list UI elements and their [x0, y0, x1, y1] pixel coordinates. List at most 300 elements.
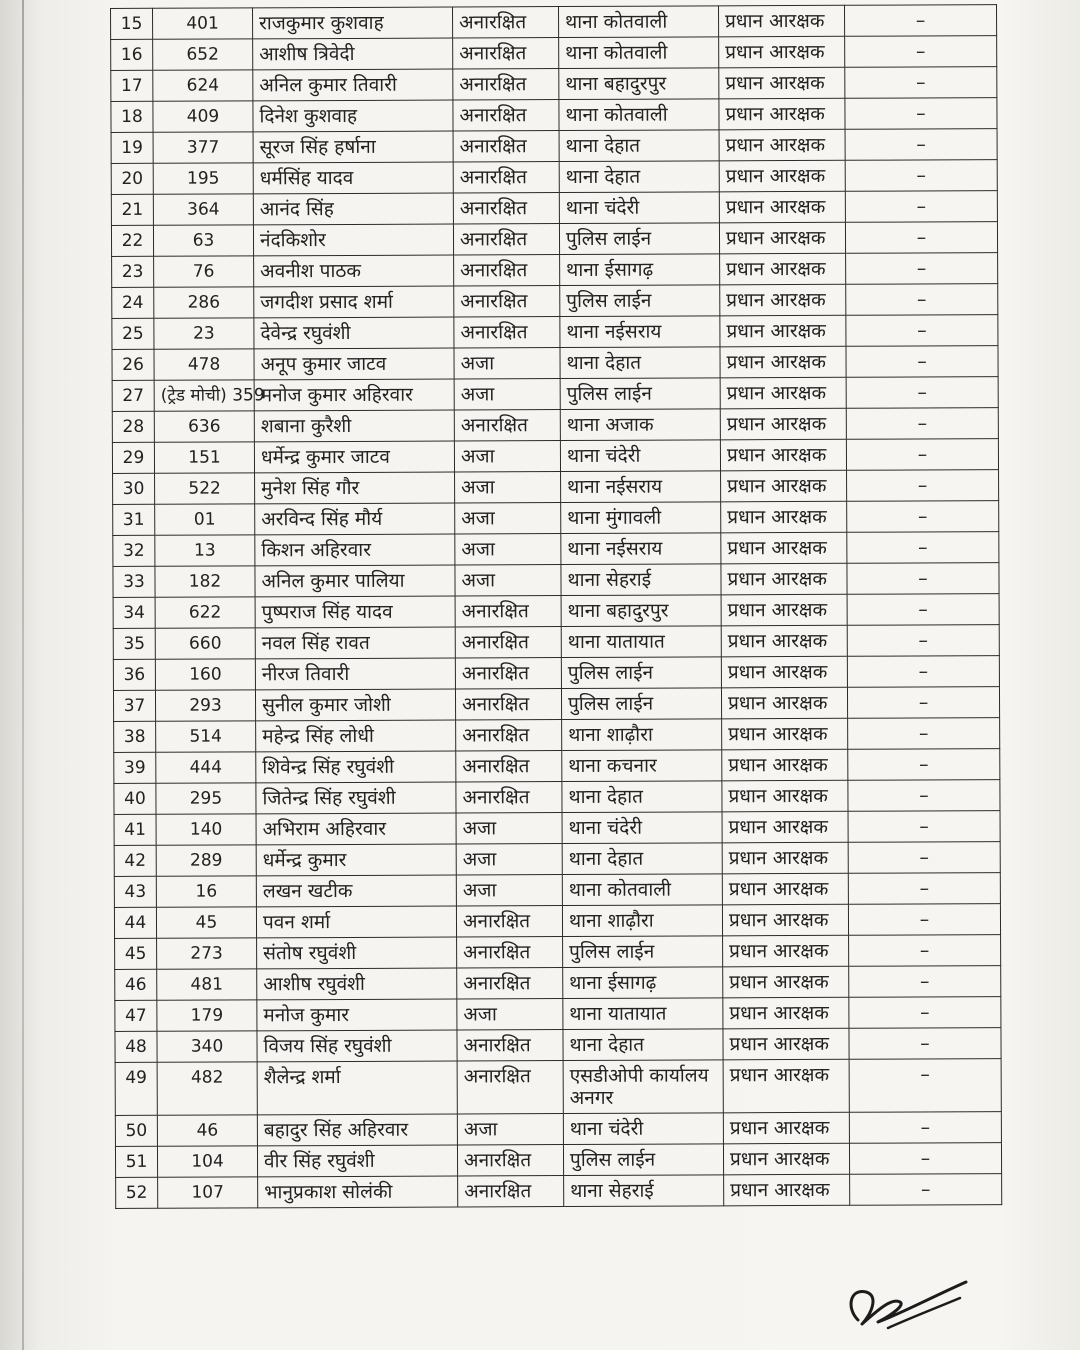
category-cell: अनारक्षित — [456, 782, 562, 813]
serial-number-cell: 36 — [113, 659, 155, 690]
table-row — [111, 129, 997, 164]
table-row — [112, 346, 998, 381]
employee-name-cell: सुनील कुमार जोशी — [255, 689, 455, 721]
employee-name-cell: बहादुर सिंह अहिरवार — [257, 1114, 457, 1146]
remark-cell: – — [848, 718, 1000, 750]
rank-cell: प्रधान आरक्षक — [723, 1028, 849, 1060]
rank-cell: प्रधान आरक्षक — [721, 470, 847, 502]
employee-name-cell: राजकुमार कुशवाह — [253, 7, 453, 39]
posting-cell: थाना नईसराय — [561, 471, 721, 503]
badge-number-cell: 63 — [153, 225, 253, 256]
remark-cell: – — [846, 439, 998, 471]
remark-cell: – — [847, 532, 999, 564]
category-cell: अजा — [456, 844, 562, 875]
serial-number-cell: 52 — [116, 1177, 158, 1208]
posting-cell: थाना देहात — [562, 781, 722, 813]
remark-cell: – — [850, 1174, 1002, 1206]
rank-cell: प्रधान आरक्षक — [720, 377, 846, 409]
serial-number-cell: 34 — [113, 597, 155, 628]
category-cell: अनारक्षित — [454, 410, 560, 441]
badge-number-cell: 13 — [155, 535, 255, 566]
badge-number-cell: 340 — [157, 1031, 257, 1062]
badge-number-cell: 179 — [157, 1000, 257, 1031]
serial-number-cell: 17 — [111, 70, 153, 101]
table-row — [114, 811, 1000, 846]
employee-name-cell: मनोज कुमार — [257, 999, 457, 1031]
category-cell: अनारक्षित — [457, 1061, 563, 1114]
serial-number-cell: 39 — [114, 752, 156, 783]
serial-number-cell: 15 — [111, 8, 153, 39]
serial-number-cell: 24 — [112, 287, 154, 318]
badge-number-cell: 481 — [157, 969, 257, 1000]
serial-number-cell: 29 — [112, 442, 154, 473]
table-row — [111, 36, 997, 71]
employee-name-cell: सूरज सिंह हर्षाना — [253, 131, 453, 163]
employee-name-cell: देवेन्द्र रघुवंशी — [254, 317, 454, 349]
remark-cell: – — [849, 997, 1001, 1029]
category-cell: अजा — [455, 472, 561, 503]
table-row — [111, 98, 997, 133]
table-row — [112, 315, 998, 350]
rank-cell: प्रधान आरक्षक — [721, 656, 847, 688]
table-row — [111, 67, 997, 102]
serial-number-cell: 45 — [115, 938, 157, 969]
rank-cell: प्रधान आरक्षक — [722, 749, 848, 781]
badge-number-cell: 293 — [155, 690, 255, 721]
badge-number-cell: 182 — [155, 566, 255, 597]
posting-cell: थाना देहात — [559, 130, 719, 162]
employee-name-cell: शबाना कुरैशी — [254, 410, 454, 442]
serial-number-cell: 43 — [114, 876, 156, 907]
employee-name-cell: जगदीश प्रसाद शर्मा — [254, 286, 454, 318]
posting-cell: थाना सेहराई — [564, 1175, 724, 1207]
badge-number-cell: 160 — [155, 659, 255, 690]
table-row — [114, 904, 1000, 939]
employee-name-cell: अवनीश पाठक — [254, 255, 454, 287]
table-row — [113, 594, 999, 629]
remark-cell: – — [845, 160, 997, 192]
posting-cell: पुलिस लाईन — [563, 936, 723, 968]
employee-name-cell: पवन शर्मा — [256, 906, 456, 938]
employee-name-cell: किशन अहिरवार — [255, 534, 455, 566]
remark-cell: – — [847, 625, 999, 657]
remark-cell: – — [847, 470, 999, 502]
posting-cell: थाना शाढ़ौरा — [562, 905, 722, 937]
posting-cell: थाना बहादुरपुर — [559, 68, 719, 100]
table-row — [112, 408, 998, 443]
category-cell: अनारक्षित — [457, 1030, 563, 1061]
badge-number-cell: 482 — [157, 1062, 257, 1115]
rank-cell: प्रधान आरक्षक — [720, 253, 846, 285]
badge-number-cell: 16 — [156, 876, 256, 907]
table-row — [113, 470, 999, 505]
rank-cell: प्रधान आरक्षक — [723, 1059, 849, 1113]
category-cell: अजा — [456, 875, 562, 906]
serial-number-cell: 46 — [115, 969, 157, 1000]
posting-cell: पुलिस लाईन — [559, 223, 719, 255]
serial-number-cell: 42 — [114, 845, 156, 876]
category-cell: अनारक्षित — [455, 596, 561, 627]
employee-name-cell: अनिल कुमार पालिया — [255, 565, 455, 597]
serial-number-cell: 23 — [112, 256, 154, 287]
remark-cell: – — [849, 1059, 1001, 1113]
badge-number-cell: 364 — [153, 194, 253, 225]
rank-cell: प्रधान आरक्षक — [723, 1112, 849, 1144]
category-cell: अनारक्षित — [456, 720, 562, 751]
employee-name-cell: नीरज तिवारी — [255, 658, 455, 690]
posting-cell: थाना देहात — [562, 843, 722, 875]
serial-number-cell: 30 — [113, 473, 155, 504]
posting-cell: थाना नईसराय — [560, 316, 720, 348]
badge-number-cell: 46 — [157, 1115, 257, 1146]
posting-cell: पुलिस लाईन — [563, 1144, 723, 1176]
employee-name-cell: अनूप कुमार जाटव — [254, 348, 454, 380]
table-row — [112, 253, 998, 288]
employee-name-cell: लखन खटीक — [256, 875, 456, 907]
remark-cell: – — [848, 873, 1000, 905]
serial-number-cell: 51 — [115, 1146, 157, 1177]
category-cell: अनारक्षित — [453, 193, 559, 224]
badge-number-cell: 76 — [154, 256, 254, 287]
remark-cell: – — [846, 408, 998, 440]
category-cell: अनारक्षित — [453, 131, 559, 162]
badge-number-cell: 45 — [156, 907, 256, 938]
badge-number-cell: 652 — [153, 39, 253, 70]
remark-cell: – — [845, 36, 997, 68]
rank-cell: प्रधान आरक्षक — [719, 222, 845, 254]
badge-number-cell: 660 — [155, 628, 255, 659]
employee-name-cell: शिवेन्द्र सिंह रघुवंशी — [256, 751, 456, 783]
badge-number-cell: (ट्रेड मोची) 359 — [154, 380, 254, 411]
employee-name-cell: महेन्द्र सिंह लोधी — [256, 720, 456, 752]
category-cell: अनारक्षित — [456, 906, 562, 937]
posting-cell: थाना देहात — [559, 161, 719, 193]
serial-number-cell: 26 — [112, 349, 154, 380]
employee-name-cell: नवल सिंह रावत — [255, 627, 455, 659]
remark-cell: – — [848, 749, 1000, 781]
posting-cell: थाना यातायात — [563, 998, 723, 1030]
employee-name-cell: वीर सिंह रघुवंशी — [257, 1145, 457, 1177]
category-cell: अजा — [457, 1114, 563, 1145]
category-cell: अनारक्षित — [456, 751, 562, 782]
rank-cell: प्रधान आरक्षक — [720, 346, 846, 378]
serial-number-cell: 41 — [114, 814, 156, 845]
category-cell: अजा — [456, 813, 562, 844]
remark-cell: – — [849, 1112, 1001, 1144]
rank-cell: प्रधान आरक्षक — [722, 904, 848, 936]
rank-cell: प्रधान आरक्षक — [722, 811, 848, 843]
posting-cell: थाना चंदेरी — [559, 192, 719, 224]
serial-number-cell: 27 — [112, 380, 154, 411]
employee-name-cell: आशीष त्रिवेदी — [253, 38, 453, 70]
remark-cell: – — [845, 67, 997, 99]
rank-cell: प्रधान आरक्षक — [723, 935, 849, 967]
posting-cell: थाना चंदेरी — [560, 440, 720, 472]
badge-number-cell: 286 — [154, 287, 254, 318]
serial-number-cell: 16 — [111, 39, 153, 70]
rank-cell: प्रधान आरक्षक — [719, 129, 845, 161]
rank-cell: प्रधान आरक्षक — [722, 718, 848, 750]
remark-cell: – — [846, 315, 998, 347]
table-row — [113, 625, 999, 660]
posting-cell: पुलिस लाईन — [560, 285, 720, 317]
category-cell: अनारक्षित — [453, 100, 559, 131]
badge-number-cell: 622 — [155, 597, 255, 628]
serial-number-cell: 25 — [112, 318, 154, 349]
employee-name-cell: पुष्पराज सिंह यादव — [255, 596, 455, 628]
badge-number-cell: 522 — [155, 473, 255, 504]
employee-name-cell: नंदकिशोर — [253, 224, 453, 256]
employee-name-cell: धर्मेन्द्र कुमार जाटव — [254, 441, 454, 473]
roster-table — [110, 4, 1002, 1209]
category-cell: अनारक्षित — [457, 937, 563, 968]
remark-cell: – — [845, 222, 997, 254]
category-cell: अनारक्षित — [453, 162, 559, 193]
page-fold-shadow — [22, 0, 24, 1350]
employee-name-cell: संतोष रघुवंशी — [257, 937, 457, 969]
serial-number-cell: 38 — [114, 721, 156, 752]
employee-name-cell: धर्मसिंह यादव — [253, 162, 453, 194]
employee-name-cell: मनोज कुमार अहिरवार — [254, 379, 454, 411]
category-cell: अनारक्षित — [454, 317, 560, 348]
employee-name-cell: भानुप्रकाश सोलंकी — [258, 1176, 458, 1208]
table-row — [114, 842, 1000, 877]
badge-number-cell: 107 — [158, 1177, 258, 1208]
category-cell: अजा — [454, 348, 560, 379]
table-row — [113, 501, 999, 536]
remark-cell: – — [846, 284, 998, 316]
remark-cell: – — [845, 191, 997, 223]
category-cell: अजा — [454, 379, 560, 410]
serial-number-cell: 35 — [113, 628, 155, 659]
table-row — [111, 5, 997, 40]
posting-cell: थाना अजाक — [560, 409, 720, 441]
table-row — [114, 780, 1000, 815]
badge-number-cell: 478 — [154, 349, 254, 380]
category-cell: अनारक्षित — [453, 224, 559, 255]
table-row — [111, 191, 997, 226]
serial-number-cell: 19 — [111, 132, 153, 163]
rank-cell: प्रधान आरक्षक — [720, 284, 846, 316]
remark-cell: – — [848, 780, 1000, 812]
posting-cell: थाना ईसागढ़ — [560, 254, 720, 286]
posting-cell: एसडीओपी कार्यालय अनगर — [563, 1060, 723, 1114]
table-row — [113, 532, 999, 567]
badge-number-cell: 195 — [153, 163, 253, 194]
badge-number-cell: 409 — [153, 101, 253, 132]
table-row — [113, 687, 999, 722]
remark-cell: – — [845, 98, 997, 130]
table-row — [115, 935, 1001, 970]
posting-cell: पुलिस लाईन — [561, 657, 721, 689]
category-cell: अजा — [457, 999, 563, 1030]
remark-cell: – — [849, 1028, 1001, 1060]
posting-cell: थाना कचनार — [562, 750, 722, 782]
table-row — [115, 997, 1001, 1032]
remark-cell: – — [848, 811, 1000, 843]
rank-cell: प्रधान आरक्षक — [724, 1174, 850, 1206]
remark-cell: – — [849, 1143, 1001, 1175]
employee-name-cell: अनिल कुमार तिवारी — [253, 69, 453, 101]
table-row — [115, 1059, 1001, 1116]
serial-number-cell: 50 — [115, 1115, 157, 1146]
posting-cell: थाना शाढ़ौरा — [562, 719, 722, 751]
serial-number-cell: 28 — [112, 411, 154, 442]
category-cell: अनारक्षित — [455, 627, 561, 658]
category-cell: अनारक्षित — [457, 1145, 563, 1176]
rank-cell: प्रधान आरक्षक — [723, 997, 849, 1029]
rank-cell: प्रधान आरक्षक — [719, 36, 845, 68]
badge-number-cell: 377 — [153, 132, 253, 163]
badge-number-cell: 273 — [157, 938, 257, 969]
category-cell: अनारक्षित — [452, 7, 558, 38]
category-cell: अनारक्षित — [454, 286, 560, 317]
serial-number-cell: 32 — [113, 535, 155, 566]
table-row — [114, 873, 1000, 908]
employee-name-cell: आनंद सिंह — [253, 193, 453, 225]
badge-number-cell: 514 — [156, 721, 256, 752]
serial-number-cell: 40 — [114, 783, 156, 814]
rank-cell: प्रधान आरक्षक — [723, 1143, 849, 1175]
employee-name-cell: दिनेश कुशवाह — [253, 100, 453, 132]
badge-number-cell: 23 — [154, 318, 254, 349]
table-row — [113, 656, 999, 691]
rank-cell: प्रधान आरक्षक — [719, 191, 845, 223]
table-row — [112, 377, 998, 412]
rank-cell: प्रधान आरक्षक — [722, 873, 848, 905]
rank-cell: प्रधान आरक्षक — [722, 780, 848, 812]
badge-number-cell: 104 — [157, 1146, 257, 1177]
serial-number-cell: 20 — [111, 163, 153, 194]
remark-cell: – — [848, 842, 1000, 874]
rank-cell: प्रधान आरक्षक — [720, 315, 846, 347]
remark-cell: – — [844, 5, 996, 37]
handwritten-signature — [840, 1268, 970, 1338]
posting-cell: थाना बहादुरपुर — [561, 595, 721, 627]
table-row — [114, 718, 1000, 753]
posting-cell: थाना कोतवाली — [559, 99, 719, 131]
rank-cell: प्रधान आरक्षक — [723, 966, 849, 998]
employee-name-cell: अभिराम अहिरवार — [256, 813, 456, 845]
badge-number-cell: 401 — [153, 8, 253, 39]
posting-cell: थाना देहात — [560, 347, 720, 379]
remark-cell: – — [847, 501, 999, 533]
posting-cell: थाना यातायात — [561, 626, 721, 658]
employee-name-cell: धर्मेन्द्र कुमार — [256, 844, 456, 876]
rank-cell: प्रधान आरक्षक — [721, 532, 847, 564]
employee-name-cell: विजय सिंह रघुवंशी — [257, 1030, 457, 1062]
category-cell: अजा — [455, 534, 561, 565]
category-cell: अनारक्षित — [455, 658, 561, 689]
posting-cell: पुलिस लाईन — [561, 688, 721, 720]
badge-number-cell: 444 — [156, 752, 256, 783]
rank-cell: प्रधान आरक्षक — [719, 160, 845, 192]
table-row — [111, 160, 997, 195]
table-row — [115, 1028, 1001, 1063]
table-row — [112, 284, 998, 319]
posting-cell: थाना सेहराई — [561, 564, 721, 596]
category-cell: अनारक्षित — [453, 69, 559, 100]
remark-cell: – — [847, 687, 999, 719]
badge-number-cell: 624 — [153, 70, 253, 101]
employee-name-cell: मुनेश सिंह गौर — [255, 472, 455, 504]
remark-cell: – — [846, 346, 998, 378]
posting-cell: थाना कोतवाली — [562, 874, 722, 906]
category-cell: अनारक्षित — [458, 1176, 564, 1207]
rank-cell: प्रधान आरक्षक — [721, 501, 847, 533]
category-cell: अनारक्षित — [455, 689, 561, 720]
serial-number-cell: 31 — [113, 504, 155, 535]
serial-number-cell: 37 — [113, 690, 155, 721]
roster-body — [111, 5, 1002, 1209]
badge-number-cell: 01 — [155, 504, 255, 535]
remark-cell: – — [847, 656, 999, 688]
employee-name-cell: अरविन्द सिंह मौर्य — [255, 503, 455, 535]
posting-cell: थाना कोतवाली — [558, 6, 718, 38]
rank-cell: प्रधान आरक्षक — [721, 687, 847, 719]
serial-number-cell: 44 — [114, 907, 156, 938]
posting-cell: थाना मुंगावली — [561, 502, 721, 534]
serial-number-cell: 47 — [115, 1000, 157, 1031]
badge-number-cell: 140 — [156, 814, 256, 845]
table-row — [112, 439, 998, 474]
posting-cell: थाना कोतवाली — [559, 37, 719, 69]
rank-cell: प्रधान आरक्षक — [719, 98, 845, 130]
serial-number-cell: 18 — [111, 101, 153, 132]
category-cell: अजा — [455, 503, 561, 534]
remark-cell: – — [849, 966, 1001, 998]
rank-cell: प्रधान आरक्षक — [721, 563, 847, 595]
remark-cell: – — [847, 594, 999, 626]
remark-cell: – — [846, 377, 998, 409]
posting-cell: थाना चंदेरी — [563, 1113, 723, 1145]
remark-cell: – — [846, 253, 998, 285]
posting-cell: थाना ईसागढ़ — [563, 967, 723, 999]
employee-name-cell: आशीष रघुवंशी — [257, 968, 457, 1000]
badge-number-cell: 289 — [156, 845, 256, 876]
serial-number-cell: 21 — [111, 194, 153, 225]
employee-name-cell: शैलेन्द्र शर्मा — [257, 1061, 457, 1115]
table-row — [115, 1112, 1001, 1147]
rank-cell: प्रधान आरक्षक — [720, 439, 846, 471]
badge-number-cell: 151 — [154, 442, 254, 473]
remark-cell: – — [849, 935, 1001, 967]
category-cell: अनारक्षित — [453, 38, 559, 69]
remark-cell: – — [848, 904, 1000, 936]
table-row — [111, 222, 997, 257]
table-row — [116, 1174, 1002, 1209]
employee-name-cell: जितेन्द्र सिंह रघुवंशी — [256, 782, 456, 814]
table-row — [114, 749, 1000, 784]
category-cell: अजा — [455, 565, 561, 596]
rank-cell: प्रधान आरक्षक — [719, 67, 845, 99]
posting-cell: थाना देहात — [563, 1029, 723, 1061]
category-cell: अजा — [454, 441, 560, 472]
rank-cell: प्रधान आरक्षक — [718, 5, 844, 37]
remark-cell: – — [847, 563, 999, 595]
table-row — [115, 1143, 1001, 1178]
badge-number-cell: 636 — [154, 411, 254, 442]
serial-number-cell: 22 — [111, 225, 153, 256]
remark-cell: – — [845, 129, 997, 161]
rank-cell: प्रधान आरक्षक — [721, 594, 847, 626]
posting-cell: थाना चंदेरी — [562, 812, 722, 844]
category-cell: अनारक्षित — [457, 968, 563, 999]
category-cell: अनारक्षित — [454, 255, 560, 286]
rank-cell: प्रधान आरक्षक — [722, 842, 848, 874]
rank-cell: प्रधान आरक्षक — [721, 625, 847, 657]
serial-number-cell: 48 — [115, 1031, 157, 1062]
